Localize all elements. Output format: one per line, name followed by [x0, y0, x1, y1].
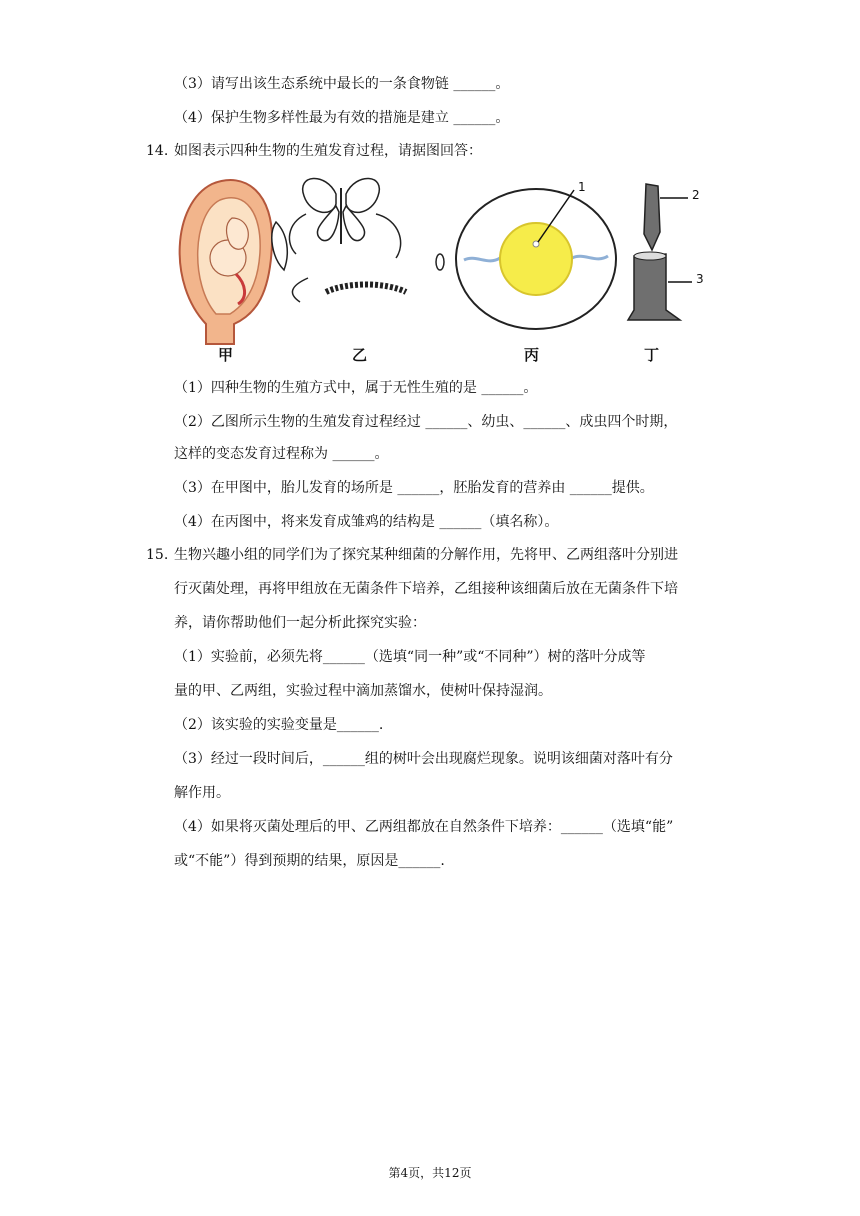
grafting-drawing [628, 184, 692, 320]
q15-part4-line1: （4）如果将灭菌处理后的甲、乙两组都放在自然条件下培养：______（选填“能” [174, 819, 674, 835]
figure-label-jia: 甲 [218, 346, 234, 364]
egg-drawing [456, 189, 616, 329]
q15-part1-line1: （1）实验前，必须先将______（选填“同一种”或“不同种”）树的落叶分成等 [174, 649, 646, 665]
q15-part3-line2: 解作用。 [174, 785, 230, 801]
butterfly-cycle-drawing [272, 178, 444, 302]
callout-3: 3 [696, 272, 704, 286]
q14-figure [176, 174, 716, 364]
q15-part3-line1: （3）经过一段时间后，______组的树叶会出现腐烂现象。说明该细菌对落叶有分 [174, 751, 673, 767]
q14-stem: 如图表示四种生物的生殖发育过程，请据图回答： [174, 143, 482, 159]
q14-part2-line2: 这样的变态发育过程称为 ______。 [174, 446, 389, 462]
q15-stem-line2: 行灭菌处理，再将甲组放在无菌条件下培养，乙组接种该细菌后放在无菌条件下培 [174, 581, 678, 597]
figure-label-bing: 丙 [524, 346, 540, 364]
q15-stem-line3: 养，请你帮助他们一起分析此探究实验： [174, 615, 426, 631]
q15-number: 15. [146, 547, 169, 563]
figure-label-yi: 乙 [352, 346, 368, 364]
q15-part4-line2: 或“不能”）得到预期的结果，原因是______. [174, 853, 445, 869]
reproduction-diagram [176, 174, 716, 364]
callout-2: 2 [692, 188, 700, 202]
page-footer: 第4页，共12页 [388, 1166, 472, 1180]
q15-stem-line1: 生物兴趣小组的同学们为了探究某种细菌的分解作用，先将甲、乙两组落叶分别进 [174, 547, 678, 563]
callout-1: 1 [578, 180, 586, 194]
q13-part4: （4）保护生物多样性最为有效的措施是建立 ______。 [174, 110, 510, 126]
q14-part2-line1: （2）乙图所示生物的生殖发育过程经过 ______、幼虫、______、成虫四个时期， [174, 414, 678, 430]
q14-part4: （4）在丙图中，将来发育成雏鸡的结构是 ______（填名称）。 [174, 514, 559, 530]
q14-number: 14. [146, 143, 169, 159]
q15-part2: （2）该实验的实验变量是______. [174, 717, 384, 733]
uterus-fetus-drawing [180, 180, 272, 344]
q15-part1-line2: 量的甲、乙两组，实验过程中滴加蒸馏水，使树叶保持湿润。 [174, 683, 552, 699]
q14-part1: （1）四种生物的生殖方式中，属于无性生殖的是 ______。 [174, 380, 538, 396]
q14-part3: （3）在甲图中，胎儿发育的场所是 ______，胚胎发育的营养由 ______提供。 [174, 480, 654, 496]
figure-label-ding: 丁 [644, 346, 660, 364]
q13-part3: （3）请写出该生态系统中最长的一条食物链 ______。 [174, 76, 510, 92]
